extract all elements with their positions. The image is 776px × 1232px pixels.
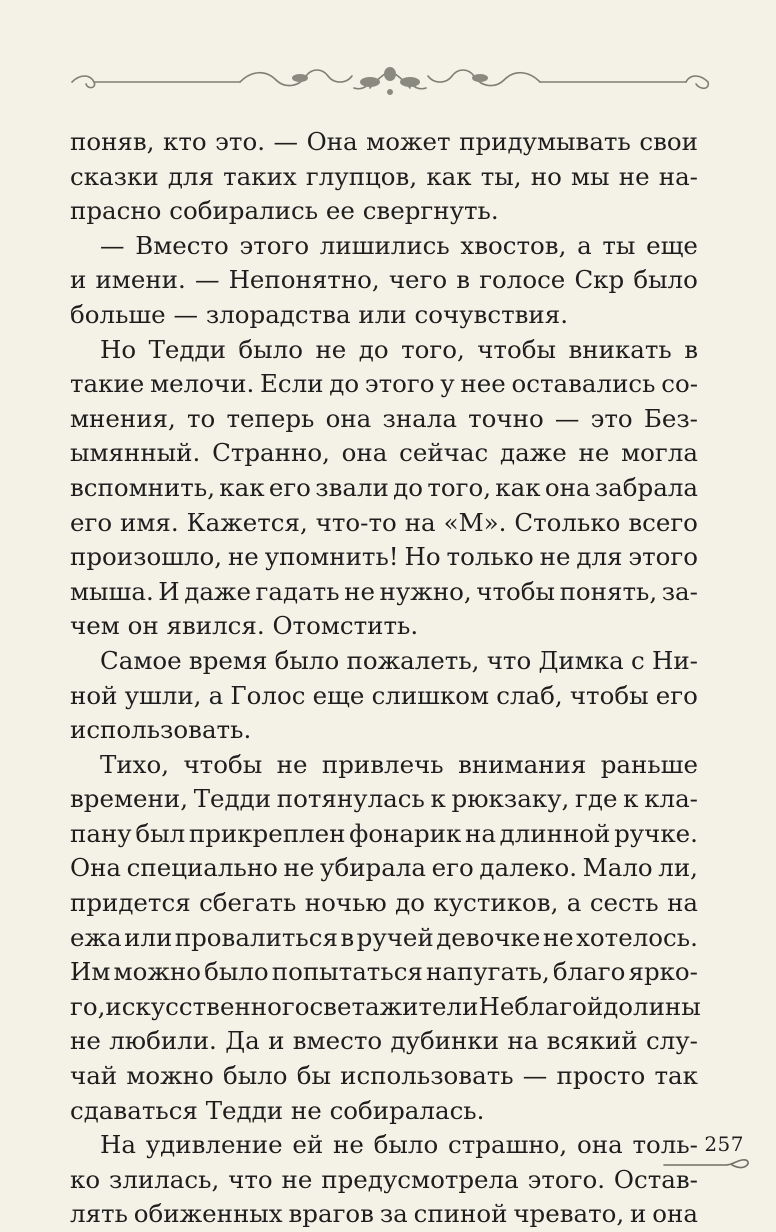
word: на bbox=[507, 1026, 539, 1056]
word: еще bbox=[312, 680, 365, 710]
word: Неблагой bbox=[478, 991, 604, 1021]
word: что bbox=[228, 1164, 273, 1194]
word: того, bbox=[427, 472, 491, 502]
word: и bbox=[268, 1026, 285, 1056]
text-line bbox=[70, 1024, 698, 1059]
word: и bbox=[70, 265, 87, 295]
word: кла- bbox=[644, 784, 698, 814]
word: использовать. bbox=[70, 715, 252, 745]
word: ежа bbox=[70, 922, 122, 952]
text-line bbox=[70, 298, 698, 333]
word: злилась, bbox=[108, 1164, 220, 1194]
word: можно bbox=[113, 957, 201, 987]
word: Без- bbox=[643, 403, 698, 433]
text-line bbox=[70, 125, 698, 160]
word: использовать bbox=[340, 1061, 514, 1091]
word: собирались bbox=[169, 196, 319, 226]
text-line bbox=[70, 333, 698, 368]
word: свергнуть. bbox=[362, 196, 499, 226]
word: Отомстить. bbox=[272, 611, 419, 641]
word: этого bbox=[628, 542, 698, 572]
word: явился. bbox=[166, 611, 265, 641]
word: мелочи. bbox=[150, 369, 255, 399]
word: за- bbox=[661, 576, 698, 606]
word: чтобы bbox=[476, 576, 556, 606]
word: не bbox=[70, 1026, 101, 1056]
word: слаб, bbox=[496, 680, 563, 710]
word: не bbox=[344, 576, 375, 606]
word: Голос bbox=[230, 680, 306, 710]
word: того, bbox=[401, 334, 465, 364]
word: всякий bbox=[546, 1026, 638, 1056]
word: как bbox=[219, 472, 265, 502]
text-line bbox=[70, 367, 698, 402]
word: она bbox=[652, 1199, 698, 1229]
word: только bbox=[446, 542, 534, 572]
text-line bbox=[70, 263, 698, 298]
word: его bbox=[655, 680, 698, 710]
text-line bbox=[70, 1163, 698, 1198]
word: Но bbox=[100, 334, 137, 364]
word: Мало bbox=[582, 853, 653, 883]
word: лишились bbox=[319, 230, 450, 260]
word: сейчас bbox=[399, 438, 489, 468]
word: произошло, bbox=[70, 542, 223, 572]
word: пожалеть, bbox=[346, 645, 480, 675]
text-line bbox=[70, 1128, 698, 1163]
word: ночью bbox=[304, 888, 387, 918]
word: Она bbox=[306, 127, 358, 156]
text-line bbox=[70, 194, 698, 229]
word: этого. bbox=[527, 1164, 606, 1194]
paragraph bbox=[70, 125, 698, 229]
word: пану bbox=[70, 818, 132, 848]
text-line bbox=[70, 436, 698, 471]
word: провалиться bbox=[174, 922, 338, 952]
word: не bbox=[315, 334, 347, 364]
word: у bbox=[440, 369, 455, 399]
word: — bbox=[194, 265, 220, 295]
word: ее bbox=[325, 196, 355, 226]
word: Скр bbox=[574, 265, 625, 295]
text-line bbox=[70, 160, 698, 195]
word: сдаваться bbox=[70, 1095, 198, 1125]
word: она bbox=[577, 1130, 623, 1160]
word: удивление bbox=[145, 1130, 283, 1160]
word: не bbox=[290, 1095, 322, 1125]
word: в bbox=[684, 334, 698, 364]
word: Тедди bbox=[193, 784, 272, 814]
word: гадать bbox=[255, 576, 340, 606]
word: Столько bbox=[514, 507, 621, 537]
word: за bbox=[379, 1199, 408, 1229]
word: сбегать bbox=[199, 888, 297, 918]
word: забрала bbox=[594, 472, 698, 502]
word: она bbox=[341, 438, 388, 468]
word: обиженных bbox=[133, 1199, 283, 1229]
text-line bbox=[70, 713, 698, 748]
word: времени, bbox=[70, 784, 188, 814]
word: даже bbox=[184, 576, 251, 606]
word: было bbox=[274, 645, 340, 675]
word: может bbox=[366, 127, 451, 156]
word: сказки bbox=[70, 161, 159, 191]
word: точно bbox=[468, 403, 544, 433]
word: ручке. bbox=[614, 818, 698, 848]
word: с bbox=[630, 645, 645, 675]
word: ручей bbox=[356, 922, 434, 952]
footer-flourish bbox=[662, 1157, 752, 1173]
page-number: 257 bbox=[704, 1132, 744, 1156]
word: время bbox=[188, 645, 268, 675]
word: слу- bbox=[645, 1026, 698, 1056]
word: ной bbox=[70, 680, 118, 710]
word: попытаться bbox=[271, 957, 423, 987]
text-line bbox=[70, 1094, 698, 1129]
word: злорадства bbox=[205, 299, 351, 329]
word: мнения, bbox=[70, 403, 176, 433]
word: еще bbox=[646, 230, 698, 260]
word: «М». bbox=[443, 507, 507, 537]
word: в bbox=[456, 265, 471, 295]
word: не bbox=[539, 542, 571, 572]
word: она bbox=[325, 403, 372, 433]
word: кто bbox=[163, 127, 207, 156]
word: это bbox=[590, 403, 633, 433]
word: до bbox=[393, 472, 424, 502]
word: кустиков, bbox=[433, 888, 559, 918]
word: прикреплен bbox=[188, 818, 346, 848]
word: хотелось. bbox=[576, 922, 698, 952]
word: на- bbox=[658, 161, 698, 191]
word: любили. bbox=[109, 1026, 217, 1056]
text-line bbox=[70, 679, 698, 714]
word: чай bbox=[70, 1061, 118, 1091]
word: звали bbox=[315, 472, 389, 502]
word: не bbox=[618, 161, 650, 191]
word: так bbox=[654, 1061, 698, 1091]
word: ымянный. bbox=[70, 438, 201, 468]
word: больше bbox=[70, 299, 166, 329]
word: было bbox=[238, 334, 303, 364]
text-line bbox=[70, 851, 698, 886]
text-line bbox=[70, 1059, 698, 1094]
paragraph bbox=[70, 644, 698, 748]
word: вникать bbox=[568, 334, 672, 364]
word: к bbox=[430, 784, 446, 814]
word: фонарик bbox=[349, 818, 462, 848]
text-line bbox=[70, 471, 698, 506]
word: не bbox=[333, 1130, 364, 1160]
word: что bbox=[486, 645, 532, 675]
word: — bbox=[554, 403, 580, 433]
word: свои bbox=[639, 127, 698, 156]
word: на bbox=[404, 507, 436, 537]
word: этого bbox=[364, 369, 435, 399]
word: Тедди bbox=[205, 1095, 284, 1125]
word: ярко- bbox=[628, 957, 698, 987]
word: и bbox=[630, 1199, 647, 1229]
text-line bbox=[70, 540, 698, 575]
word: ко bbox=[70, 1164, 101, 1194]
word: лять bbox=[70, 1199, 128, 1229]
word: не bbox=[578, 438, 610, 468]
word: потянулась bbox=[276, 784, 425, 814]
word: для bbox=[576, 542, 623, 572]
text-line bbox=[70, 1197, 698, 1232]
word: голосе bbox=[479, 265, 566, 295]
word: а bbox=[577, 230, 592, 260]
word: таких bbox=[223, 161, 297, 191]
header-ornament-divider bbox=[70, 62, 710, 102]
word: глупцов, bbox=[305, 161, 418, 191]
word: привлечь bbox=[321, 749, 444, 779]
word: был bbox=[135, 818, 186, 848]
word: мыша. bbox=[70, 576, 154, 606]
word: внимания bbox=[458, 749, 587, 779]
word: Димка bbox=[538, 645, 624, 675]
word: не bbox=[227, 542, 259, 572]
word: можно bbox=[126, 1061, 214, 1091]
word: или bbox=[124, 922, 173, 952]
word: вспомнить, bbox=[70, 472, 215, 502]
word: — bbox=[522, 1061, 548, 1091]
word: как bbox=[426, 161, 472, 191]
word: — bbox=[100, 230, 125, 260]
paragraph bbox=[70, 229, 698, 333]
word: на bbox=[667, 888, 698, 918]
word: убирала bbox=[320, 853, 426, 883]
word: не bbox=[542, 922, 574, 952]
word: Да bbox=[225, 1026, 260, 1056]
word: придется bbox=[70, 888, 191, 918]
word: просто bbox=[556, 1061, 646, 1091]
word: до bbox=[395, 888, 425, 918]
word: оставались bbox=[511, 369, 656, 399]
word: напугать, bbox=[425, 957, 550, 987]
word: Если bbox=[260, 369, 324, 399]
word: хвостов, bbox=[460, 230, 567, 260]
word: страшно, bbox=[448, 1130, 568, 1160]
word: Остав- bbox=[613, 1164, 698, 1194]
word: — bbox=[173, 299, 199, 329]
word: было bbox=[204, 957, 269, 987]
text-line bbox=[70, 886, 698, 921]
word: чтобы bbox=[477, 334, 556, 364]
word: чем bbox=[70, 611, 120, 641]
word: чтобы bbox=[569, 680, 649, 710]
word: длинной bbox=[499, 818, 611, 848]
word: теперь bbox=[226, 403, 315, 433]
text-line bbox=[70, 955, 698, 990]
word: в bbox=[340, 922, 355, 952]
text-line bbox=[70, 506, 698, 541]
word: упомнить! bbox=[264, 542, 399, 572]
word: для bbox=[167, 161, 214, 191]
word: было bbox=[633, 265, 698, 295]
word: мы bbox=[571, 161, 610, 191]
word: Тихо, bbox=[100, 749, 170, 779]
word: раньше bbox=[600, 749, 698, 779]
word: этого bbox=[239, 230, 310, 260]
word: знала bbox=[382, 403, 457, 433]
word: ты bbox=[602, 230, 636, 260]
word: дубинки bbox=[390, 1026, 500, 1056]
word: а bbox=[208, 680, 224, 710]
text-line bbox=[70, 575, 698, 610]
word: могла bbox=[621, 438, 698, 468]
word: было bbox=[222, 1061, 288, 1091]
word: имени. bbox=[95, 265, 186, 295]
word: его bbox=[268, 472, 311, 502]
word: Тедди bbox=[148, 334, 226, 364]
word: прасно bbox=[70, 196, 162, 226]
word: чтобы bbox=[183, 749, 263, 779]
word: На bbox=[100, 1130, 136, 1160]
word: света bbox=[309, 991, 380, 1021]
word: придумывать bbox=[459, 127, 631, 156]
word: нее bbox=[460, 369, 506, 399]
word: Странно, bbox=[212, 438, 330, 468]
text-line bbox=[70, 229, 698, 264]
word: благо bbox=[552, 957, 626, 987]
word: даже bbox=[499, 438, 567, 468]
word: чего bbox=[388, 265, 448, 295]
text-line bbox=[70, 921, 698, 956]
body-text bbox=[70, 125, 701, 1232]
word: или bbox=[358, 299, 407, 329]
word: было bbox=[373, 1130, 439, 1160]
word: го, bbox=[70, 991, 106, 1021]
word: спиной bbox=[413, 1199, 508, 1229]
word: девочке bbox=[436, 922, 541, 952]
word: собиралась. bbox=[329, 1095, 485, 1125]
text-line bbox=[70, 817, 698, 852]
word: со- bbox=[661, 369, 698, 399]
word: долины bbox=[603, 991, 701, 1021]
word: рюкзаку, bbox=[451, 784, 570, 814]
word: далеко. bbox=[479, 853, 577, 883]
word: И bbox=[158, 576, 180, 606]
word: до bbox=[358, 334, 389, 364]
text-line bbox=[70, 609, 698, 644]
word: специально bbox=[126, 853, 278, 883]
word: он bbox=[127, 611, 159, 641]
word: к bbox=[623, 784, 639, 814]
word: до bbox=[329, 369, 360, 399]
word: чревато, bbox=[513, 1199, 625, 1229]
word: его bbox=[431, 853, 474, 883]
word: толь- bbox=[632, 1130, 698, 1160]
word: Она bbox=[70, 853, 122, 883]
word: предусмотрела bbox=[321, 1164, 519, 1194]
word: не bbox=[276, 749, 308, 779]
word: Им bbox=[70, 957, 111, 987]
word: как bbox=[495, 472, 541, 502]
word: слишком bbox=[371, 680, 490, 710]
word: такие bbox=[70, 369, 145, 399]
word: нужно, bbox=[379, 576, 472, 606]
word: на bbox=[465, 818, 496, 848]
text-line bbox=[70, 990, 701, 1025]
word: врагов bbox=[288, 1199, 374, 1229]
word: бы bbox=[296, 1061, 331, 1091]
word: ты, bbox=[480, 161, 522, 191]
word: Ни- bbox=[651, 645, 698, 675]
word: Самое bbox=[100, 645, 182, 675]
word: имя. bbox=[120, 507, 179, 537]
word: Непонятно, bbox=[228, 265, 380, 295]
word: Вместо bbox=[135, 230, 229, 260]
word: она bbox=[544, 472, 591, 502]
word: искусственного bbox=[105, 991, 310, 1021]
word: Кажется, bbox=[186, 507, 308, 537]
paragraph bbox=[70, 333, 698, 644]
word: понять, bbox=[559, 576, 658, 606]
text-line bbox=[70, 402, 698, 437]
word: его bbox=[70, 507, 113, 537]
word: сесть bbox=[589, 888, 659, 918]
word: это. bbox=[215, 127, 265, 156]
word: поняв, bbox=[70, 127, 155, 156]
word: вместо bbox=[292, 1026, 383, 1056]
word: ей bbox=[292, 1130, 324, 1160]
word: Но bbox=[404, 542, 441, 572]
word: всего bbox=[628, 507, 698, 537]
word: ли, bbox=[658, 853, 698, 883]
word: что-то bbox=[315, 507, 397, 537]
paragraph bbox=[70, 748, 701, 1129]
word: то bbox=[186, 403, 216, 433]
text-line bbox=[70, 782, 698, 817]
word: ушли, bbox=[124, 680, 202, 710]
word: не bbox=[281, 1164, 313, 1194]
word: где bbox=[575, 784, 618, 814]
word: не bbox=[283, 853, 315, 883]
paragraph bbox=[70, 1128, 698, 1232]
word: сочувствия. bbox=[414, 299, 568, 329]
word: — bbox=[273, 127, 299, 156]
word: а bbox=[566, 888, 582, 918]
word: но bbox=[530, 161, 562, 191]
text-line bbox=[70, 644, 698, 679]
text-line bbox=[70, 748, 698, 783]
word: жители bbox=[379, 991, 479, 1021]
